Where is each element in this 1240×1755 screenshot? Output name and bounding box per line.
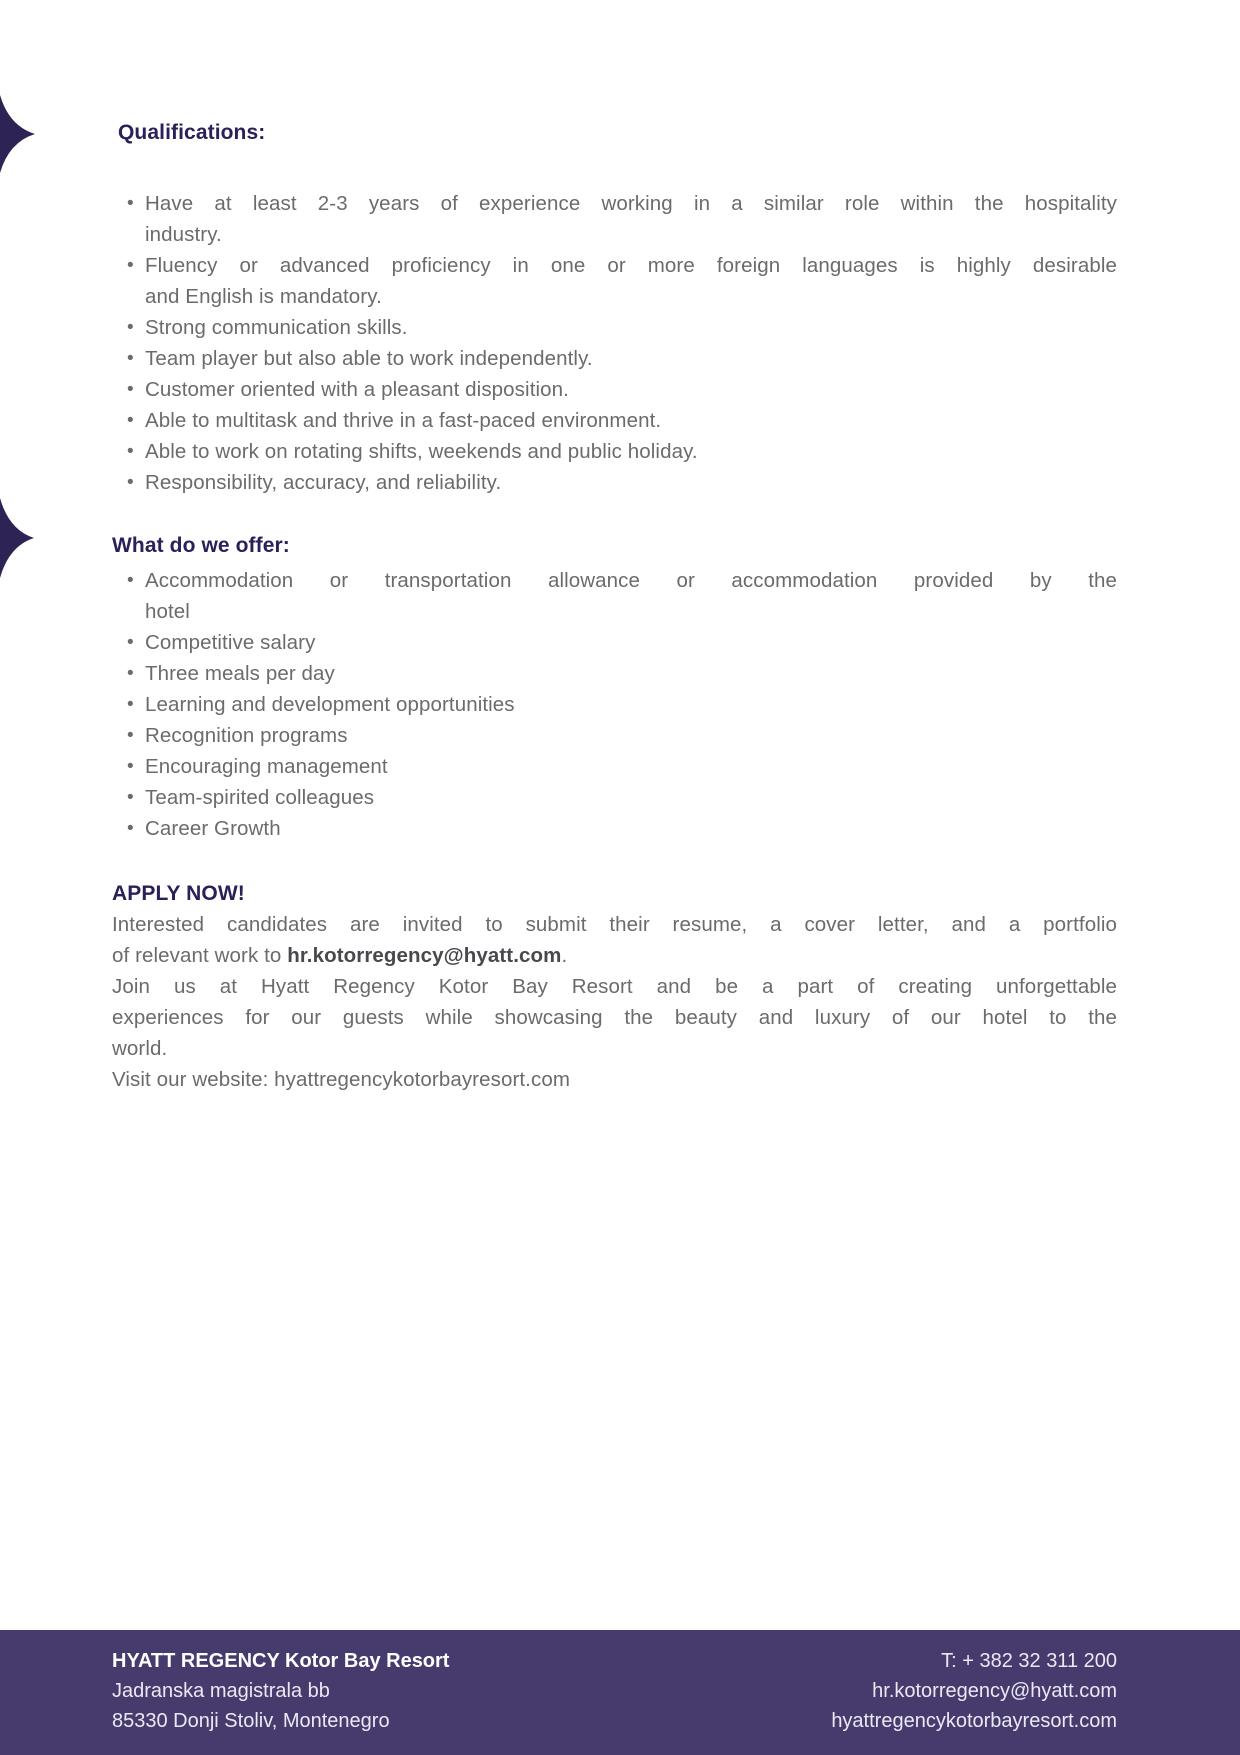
- join-us-line: experiences for our guests while showcasing the beauty and luxury of our hotel to the: [112, 1006, 1117, 1029]
- job-posting-body: [112, 117, 1117, 1095]
- list-item: • Team player but also able to work independently.: [112, 343, 1117, 374]
- list-item: • Team-spirited colleagues: [112, 782, 1117, 813]
- list-item: • Responsibility, accuracy, and reliability.: [112, 467, 1117, 498]
- qualifications-list: [112, 188, 1117, 498]
- join-us-line: Join us at Hyatt Regency Kotor Bay Resort and be a part of creating unforgettable: [112, 975, 1117, 998]
- list-item: • Competitive salary: [112, 627, 1117, 658]
- footer-hotel-name: HYATT REGENCY Kotor Bay Resort: [112, 1650, 450, 1672]
- apply-now-heading: APPLY NOW!: [112, 882, 245, 905]
- footer-address-line1: Jadranska magistrala bb: [112, 1680, 330, 1702]
- qualifications-heading: Qualifications:: [118, 121, 266, 144]
- footer-phone: T: + 382 32 311 200: [941, 1650, 1117, 1672]
- apply-instructions: [112, 909, 1117, 971]
- list-item: • Customer oriented with a pleasant disposition.: [112, 374, 1117, 405]
- star-point-icon: [0, 498, 35, 578]
- list-item: • Strong communication skills.: [112, 312, 1117, 343]
- list-item: • Learning and development opportunities: [112, 689, 1117, 720]
- footer-address-line2: 85330 Donji Stoliv, Montenegro: [112, 1710, 390, 1732]
- footer-address-block: [112, 1646, 449, 1755]
- apply-instructions-line: Interested candidates are invited to submit their resume, a cover letter, and a portfolio: [112, 913, 1117, 936]
- application-email: hr.kotorregency@hyatt.com: [287, 944, 562, 967]
- offer-list: [112, 565, 1117, 844]
- footer-contact-block: [831, 1646, 1117, 1755]
- list-item: • Able to multitask and thrive in a fast-paced environment.: [112, 405, 1117, 436]
- list-item: • Accommodation or transportation allowance or accommodation provided by the hotel: [112, 565, 1117, 627]
- footer-email: hr.kotorregency@hyatt.com: [872, 1680, 1117, 1702]
- footer-bar: [0, 1630, 1240, 1755]
- footer-website: hyattregencykotorbayresort.com: [831, 1710, 1117, 1732]
- join-us-line: world.: [112, 1037, 168, 1060]
- join-us-paragraph: [112, 971, 1117, 1064]
- apply-instructions-line: of relevant work to hr.kotorregency@hyatt.com.: [112, 944, 568, 967]
- list-item: • Career Growth: [112, 813, 1117, 844]
- offer-heading: What do we offer:: [112, 534, 290, 557]
- list-item: • Have at least 2-3 years of experience working in a similar role within the hospitality industry.: [112, 188, 1117, 250]
- star-point-icon: [0, 95, 36, 173]
- list-item: • Three meals per day: [112, 658, 1117, 689]
- website-line: Visit our website: hyattregencykotorbayresort.com: [112, 1068, 571, 1091]
- list-item: • Recognition programs: [112, 720, 1117, 751]
- list-item: • Encouraging management: [112, 751, 1117, 782]
- list-item: • Able to work on rotating shifts, weekends and public holiday.: [112, 436, 1117, 467]
- list-item: • Fluency or advanced proficiency in one or more foreign languages is highly desirable and English is mandatory.: [112, 250, 1117, 312]
